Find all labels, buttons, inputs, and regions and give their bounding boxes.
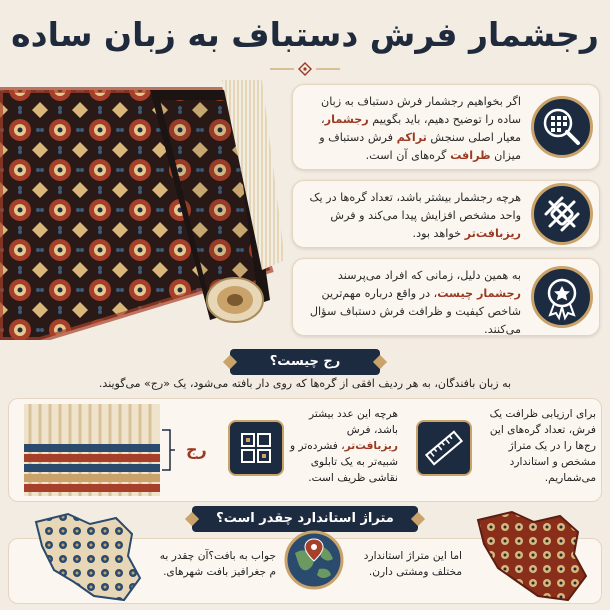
knot-icon [531, 183, 593, 245]
rolled-carpet-image [0, 70, 290, 340]
card-text: هرچه رجشمار بیشتر باشد، تعداد گره‌ها در یک واحد مشخص افزایش پیدا می‌کند و فرش ریزبافت‌تر خواهد بود. [309, 191, 521, 240]
density-note-text: هرچه این عدد بیشتر باشد، فرش ریزبافت‌تر، فشرده‌تر و شبیه‌تر به یک تابلوی نقاشی ظریف است. [289, 408, 398, 484]
feature-card-density [292, 180, 600, 248]
raj-bracket-icon [160, 428, 176, 472]
feature-card-definition [292, 84, 600, 170]
page-title: رجشمار فرش دستباف به زبان ساده [11, 15, 599, 54]
standard-note-text: اما این متراژ استاندارد مختلف ومشتی دارن. [363, 550, 462, 578]
card-text: اگر بخواهیم رجشمار فرش دستباف به زبان ساده را توضیح دهیم، باید بگوییم رجشمار، معیار اصلی سنجش تراکم فرش دستباف و میزان ظرافت گره‌های آن است. [319, 95, 521, 162]
iran-map-blue-image [28, 510, 144, 606]
section-banner-standard-size: متراژ استاندارد چقدر است؟ [192, 506, 418, 532]
feature-card-quality [292, 258, 600, 336]
globe-location-icon [283, 529, 345, 591]
raj-label: رج [186, 440, 207, 459]
geography-note-text: جواب به بافت؟آن چقدر به م جغرافیز بافت شهرهای. [159, 550, 276, 578]
knot-rows-image [24, 404, 160, 496]
magnifier-grid-icon [531, 96, 593, 158]
raj-definition-text: به زبان بافندگان، به هر ردیف افقی از گره‌ها که روی دار بافته می‌شود، یک «رج» می‌گویند. [98, 377, 512, 390]
measurement-note-text: برای ارزیابی ظرافت یک فرش، تعداد گره‌های این رج‌ها را در یک متراژ مشخص و استاندارد می‌شماریم. [489, 408, 596, 484]
ruler-icon [416, 420, 472, 476]
iran-map-red-image [470, 506, 590, 606]
grid-pattern-icon [228, 420, 284, 476]
card-text: به همین دلیل، زمانی که افراد می‌پرسند رجشمار چیست، در واقع درباره مهم‌ترین شاخص کیفیت و ظرافت فرش دستباف سؤال می‌کنند. [309, 269, 521, 336]
section-banner-what-is-raj: رج چیست؟ [230, 349, 380, 375]
quality-badge-icon [531, 266, 593, 328]
